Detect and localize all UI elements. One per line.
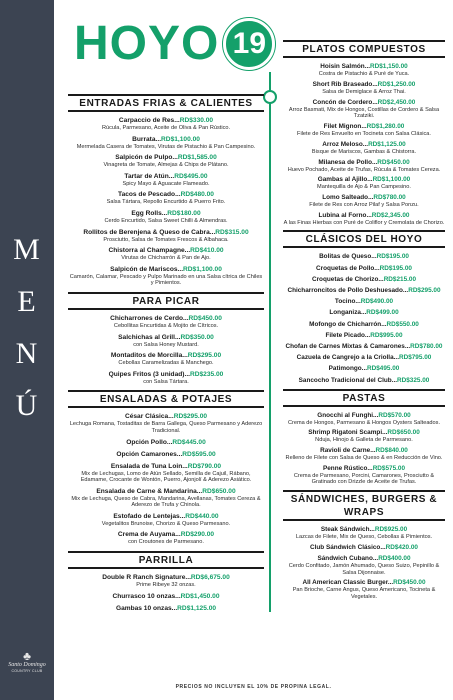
menu-item-line: Milanesa de Pollo...RD$450.00 <box>318 158 410 166</box>
menu-item-name: Gnocchi al Funghi <box>317 411 374 419</box>
menu-item-price: RD$1,585.00 <box>177 154 217 162</box>
menu-item-description: Cebollas Caramelizadas & Manchego. <box>118 360 214 367</box>
menu-item-description: Pan Brioche, Carne Angus, Queso Americano, Tocineta & Vegetales. <box>292 587 436 600</box>
menu-item-line: Croquetas de Pollo...RD$195.00 <box>316 264 412 272</box>
menu-item-description: Huevo Pochado, Aceite de Trufas, Rúcula & Tomates Cereza. <box>287 166 441 173</box>
menu-item-description: Crema de Hongos, Parmesano & Hongos Oysters Salteados. <box>287 419 441 426</box>
menu-item <box>283 412 445 427</box>
menu-item-name: Hoisin Salmón <box>320 63 365 70</box>
menu-item-price: RD$420.00 <box>385 543 418 551</box>
menu-item <box>283 377 445 385</box>
menu-item-price: RD$925.00 <box>374 526 408 534</box>
menu-item <box>283 81 445 96</box>
menu-item-price: RD$195.00 <box>376 253 409 261</box>
menu-item-price: RD$795.00 <box>398 354 432 362</box>
menu-item-name: Mofongo de Chicharrón <box>309 320 382 328</box>
menu-item-name: Burrata <box>132 135 156 143</box>
menu-item-description: Rúcula, Parmesano, Aceite de Oliva & Pan Rústico. <box>101 125 231 131</box>
menu-item-name: Short Rib Braseado <box>312 80 373 88</box>
menu-item <box>68 513 264 528</box>
menu-item-name: Estofado de Lentejas <box>113 512 180 520</box>
menu-item <box>68 371 264 386</box>
menu-item-description: Mix de Lechugas, Lomo de Atún Sellado, Semilla de Cajuil, Rábano, Edamame, Crocante de Wontón, Puerro, Ajonjolí & Aderezo Asiático. <box>80 470 252 484</box>
menu-item <box>68 173 264 188</box>
club-logo <box>4 650 50 674</box>
menu-item-line: Gnocchi al Funghi...RD$570.00 <box>317 411 411 419</box>
menu-item-price: RD$445.00 <box>172 438 206 446</box>
menu-item-name: Filet Mignon <box>323 122 362 130</box>
menu-item <box>283 555 445 576</box>
menu-item <box>68 463 264 484</box>
menu-item-line: Concón de Cordero...RD$2,450.00 <box>312 98 416 106</box>
menu-item-line: Montaditos de Morcilla...RD$295.00 <box>110 352 222 360</box>
menu-item-description: Mix de Lechuga, Queso de Cabra, Mandarina, Avellanas, Tomates Cereza & Aderezo de Trufa y Chinola. <box>71 495 261 509</box>
menu-item <box>283 159 445 174</box>
menu-item-description: Filete de Res Envuelto en Tocineta con Salsa Clásica. <box>297 130 431 137</box>
menu-item-price: RD$450.00 <box>393 579 426 587</box>
logo-sub: COUNTRY CLUB <box>11 669 43 673</box>
menu-item-price: RD$330.00 <box>179 117 214 124</box>
menu-item-price: RD$410.00 <box>190 247 224 255</box>
menu-item-line: Egg Rolls...RD$180.00 <box>131 209 201 217</box>
menu-item-price: RD$290.00 <box>180 531 215 539</box>
menu-item <box>68 334 264 349</box>
logo-script: Santo Domingo <box>8 662 46 668</box>
menu-item-line: Ravioli de Carne...RD$840.00 <box>320 447 408 455</box>
menu-item <box>68 574 264 589</box>
menu-item-description: Cebollitas Encurtidas & Mojito de Cítricos. <box>113 322 219 329</box>
menu-item-line: Churrasco 10 onzas...RD$1,450.00 <box>112 592 220 600</box>
menu-item-description: Filete de Res con Arroz Pilaf y Salsa Ponzu. <box>309 202 419 209</box>
menu-item-price: RD$499.00 <box>366 309 399 317</box>
menu-item-price: RD$495.00 <box>367 365 400 373</box>
menu-item-name: Sancocho Tradicional del Club <box>298 376 392 384</box>
sidebar-letter: N <box>15 337 39 370</box>
menu-item-name: Montaditos de Morcilla <box>110 352 183 360</box>
menu-item-name: Croquetas de Pollo <box>316 264 375 272</box>
menu-item <box>283 265 445 273</box>
menu-item-description: Salsa Tártara, Repollo Encurtido & Puerro Frito. <box>106 199 226 206</box>
section-title-ensaladas-potajes: ENSALADAS & POTAJES <box>68 390 264 408</box>
menu-item-price: RD$325.00 <box>397 376 430 384</box>
menu-item-price: RD$650.00 <box>387 429 420 437</box>
menu-item-price: RD$195.00 <box>379 264 412 272</box>
menu-item <box>283 544 445 552</box>
menu-item <box>283 253 445 261</box>
menu-item-name: Filete Picado <box>325 331 365 339</box>
menu-item-description: Relleno de Filete con Salsa de Queso & en Reducción de Vino. <box>285 455 443 462</box>
menu-item-name: Cazuela de Cangrejo a la Criolla <box>296 354 394 362</box>
menu-item-line: Longaniza...RD$499.00 <box>329 309 399 317</box>
menu-item-name: Patimongo <box>328 365 362 373</box>
menu-item-name: Longaniza <box>329 309 361 317</box>
menu-item-name: Crema de Auyama <box>117 531 176 539</box>
menu-item-line: Bolitas de Queso...RD$195.00 <box>319 253 409 261</box>
menu-item-price: RD$790.00 <box>187 462 222 470</box>
menu-item-line: Salpicón de Mariscos...RD$1,100.00 <box>110 265 222 273</box>
menu-item-description: Spicy Mayo & Aguacate Flameado. <box>122 180 210 187</box>
menu-item-description: Prosciutto, Salsa de Tomates Frescos & Albahaca. <box>103 236 229 243</box>
menu-item-description: con Salsa Honey Mustard. <box>133 341 199 348</box>
menu-item-name: Salchichas al Grill <box>118 333 175 341</box>
menu-item-name: Churrasco 10 onzas <box>112 592 176 600</box>
menu-item-line: Sancocho Tradicional del Club...RD$325.00 <box>298 376 430 384</box>
menu-item-name: Lomo Salteado <box>322 194 369 202</box>
menu-item-line: Club Sándwich Clásico...RD$420.00 <box>310 543 418 551</box>
sidebar-letter: E <box>17 285 37 318</box>
menu-item <box>283 99 445 120</box>
section-title-entradas-frias-calientes: ENTRADAS FRIAS & CALIENTES <box>68 94 264 112</box>
menu-item-name: Club Sándwich Clásico <box>310 543 381 551</box>
menu-item <box>283 298 445 306</box>
menu-item <box>283 309 445 317</box>
menu-item-name: Egg Rolls <box>131 209 162 217</box>
menu-item-name: Chofan de Carnes Mixtas & Camarones <box>285 342 405 350</box>
menu-item <box>68 593 264 601</box>
menu-item-line: Crema de Auyama...RD$290.00 <box>117 531 215 539</box>
menu-item-line: Estofado de Lentejas...RD$440.00 <box>113 512 219 520</box>
menu-item-line: Double R Ranch Signature...RD$6,675.00 <box>102 574 230 582</box>
menu-item-price: RD$235.00 <box>189 370 224 378</box>
menu-item-line: Tacos de Pescado...RD$480.00 <box>118 191 214 199</box>
menu-item-description: con Croutones de Parmesano. <box>128 539 204 546</box>
menu-item <box>283 429 445 444</box>
menu-item <box>68 117 264 132</box>
menu-item <box>68 247 264 262</box>
menu-item <box>68 136 264 151</box>
menu-item-line: Tocino...RD$490.00 <box>334 298 394 306</box>
menu-item-description: Virutas de Chicharrón & Pan de Ajo. <box>121 255 211 262</box>
menu-item-price: RD$315.00 <box>215 228 249 236</box>
menu-item-line: Ensalada de Carne & Mandarina...RD$650.00 <box>96 487 236 495</box>
menu-item <box>68 210 264 225</box>
menu-item-line: Lubina al Forno...RD$2,345.00 <box>318 211 410 219</box>
menu-item-price: RD$295.00 <box>408 287 441 294</box>
menu-item-name: Opción Pollo <box>126 438 167 446</box>
menu-item-line: Sándwich Cubano...RD$400.00 <box>317 555 411 562</box>
menu-item-description: Lechuga Romana, Tostaditas de Barra Gallega, Queso Parmesano y Aderezo Tradicional. <box>69 421 263 434</box>
menu-item <box>68 531 264 546</box>
menu-item-description: Costra de Pistachio & Puré de Yuca. <box>318 71 410 77</box>
menu-item-price: RD$780.00 <box>410 342 443 350</box>
menu-item-name: Tacos de Pescado <box>118 191 176 199</box>
menu-item-description: Bisque de Mariscos, Gambas & Chistorra. <box>311 148 417 155</box>
menu-item-price: RD$490.00 <box>360 298 394 306</box>
golf-hole-badge: 19 <box>223 18 275 70</box>
menu-item-price: RD$595.00 <box>182 450 216 458</box>
menu-item-price: RD$780.00 <box>373 194 406 202</box>
section-title-sandwiches-burgers-wraps: SÁNDWICHES, BURGERS & WRAPS <box>283 490 445 521</box>
menu-item-price: RD$1,250.00 <box>377 80 416 88</box>
left-menu-column <box>68 94 264 617</box>
menu-item-description: Mermelada Casera de Tomates, Virutas de Pistachio & Pan Campesino. <box>76 143 256 150</box>
menu-item-description: Salsa de Demiglace & Arroz Thai. <box>322 88 406 95</box>
menu-item-name: Chistorra al Champagne <box>108 247 185 255</box>
menu-item-name: Arroz Meloso <box>322 140 363 148</box>
menu-item <box>68 605 264 613</box>
menu-item-name: Gambas al Ajillo <box>317 176 368 184</box>
menu-item <box>68 154 264 169</box>
menu-item-description: con Salsa Tártara. <box>143 378 189 385</box>
menu-item-name: Bolitas de Queso <box>319 253 372 261</box>
menu-item-line: Shrimp Rigatoni Scampi...RD$650.00 <box>308 429 420 437</box>
menu-item-line: Gambas 10 onzas...RD$1,125.00 <box>115 604 217 612</box>
menu-item <box>68 451 264 459</box>
menu-item-price: RD$1,125.00 <box>177 604 217 612</box>
menu-item-description: A las Finas Hierbas con Puré de Coliflor y Cremolata de Chorizo. <box>283 219 445 226</box>
sidebar <box>0 0 54 700</box>
menu-item-line: All American Classic Burger...RD$450.00 <box>302 579 426 587</box>
menu-item-name: Quipes Fritos (3 unidad) <box>108 370 185 378</box>
menu-item-line: Salpicón de Pulpo...RD$1,585.00 <box>115 154 217 162</box>
menu-item-line: Ensalada de Tuna Loin...RD$790.00 <box>110 462 222 470</box>
menu-item-price: RD$1,125.00 <box>368 140 406 148</box>
menu-item-name: Double R Ranch Signature <box>102 574 186 582</box>
menu-item-line: Short Rib Braseado...RD$1,250.00 <box>312 80 416 88</box>
menu-item-price: RD$2,450.00 <box>377 98 416 106</box>
sidebar-letter: M <box>13 233 41 266</box>
section-title-clasicos-del-hoyo: CLÁSICOS DEL HOYO <box>283 230 445 248</box>
menu-item-price: RD$1,280.00 <box>366 122 405 130</box>
brand-word: HOYO <box>74 17 220 70</box>
menu-item-name: Ensalada de Tuna Loin <box>110 462 183 470</box>
menu-item <box>283 212 445 227</box>
menu-item-description: Vinagreta de Tomate, Almejas & Chips de Plátano. <box>103 162 229 169</box>
menu-item-line: Filet Mignon...RD$1,280.00 <box>323 122 405 130</box>
menu-item <box>283 123 445 138</box>
menu-item-price: RD$570.00 <box>378 411 411 419</box>
menu-item-line: Filete Picado...RD$995.00 <box>325 331 403 339</box>
menu-item-name: Rollitos de Berenjena & Queso de Cabra <box>83 228 210 236</box>
menu-item-line: Chicharroncitos de Pollo Deshuesado...RD$295.00 <box>287 287 441 294</box>
menu-item-line: Chistorra al Champagne...RD$410.00 <box>108 247 224 255</box>
menu-item-name: Ravioli de Carne <box>320 447 371 455</box>
menu-item-line: Patimongo...RD$495.00 <box>328 365 400 373</box>
menu-item-line: Salchichas al Grill...RD$350.00 <box>118 333 214 341</box>
menu-item <box>68 488 264 509</box>
menu-item-line: Mofongo de Chicharrón...RD$550.00 <box>309 320 419 328</box>
menu-item-price: RD$1,100.00 <box>161 135 200 143</box>
menu-item-description: Lazcas de Filete, Mix de Queso, Cebollas & Pimientos. <box>295 534 433 541</box>
menu-item-line: César Clásica...RD$295.00 <box>124 413 208 421</box>
menu-item-price: RD$6,675.00 <box>190 574 230 582</box>
menu-item <box>283 465 445 486</box>
menu-item <box>283 332 445 340</box>
menu-item-price: RD$440.00 <box>185 512 219 520</box>
palm-icon: ♣ <box>23 649 31 663</box>
menu-item <box>283 447 445 462</box>
menu-item-name: Chicharrones de Cerdo <box>110 314 184 322</box>
menu-item-name: Salpicón de Pulpo <box>115 154 173 162</box>
menu-item-description: Camarón, Calamar, Pescado y Pulpo Marinado en una Salsa cítrica de Chiles y Pimientos. <box>69 273 263 287</box>
menu-item <box>283 194 445 209</box>
menu-item-price: RD$575.00 <box>372 464 406 472</box>
menu-item-name: Steak Sándwich <box>320 526 370 534</box>
menu-item-name: Tartar de Atún <box>124 172 169 180</box>
menu-item <box>68 266 264 287</box>
golf-flag-pole <box>269 72 271 612</box>
menu-item-line: Steak Sándwich...RD$925.00 <box>320 526 408 534</box>
menu-item-description: Prime Ribeye 32 onzas. <box>136 582 196 589</box>
menu-item-line: Burrata...RD$1,100.00 <box>132 135 200 143</box>
golf-ball-icon <box>263 90 277 104</box>
footer-note: PRECIOS NO INCLUYEN EL 10% DE PROPINA LEGAL. <box>175 684 332 690</box>
menu-item-name: Chicharroncitos de Pollo Deshuesado <box>287 287 403 294</box>
menu-item-name: Ensalada de Carne & Mandarina <box>96 487 197 495</box>
menu-item-price: RD$495.00 <box>174 172 208 180</box>
menu-item-description: Crema de Parmesano, Porcini, Camarones, Prosciutto & Gratinado con Drizzle de Aceite de Trufas. <box>293 472 435 486</box>
menu-item-price: RD$450.00 <box>377 158 410 166</box>
menu-item-name: Penne Rústico <box>322 464 368 472</box>
menu-item-price: RD$1,100.00 <box>183 265 222 273</box>
menu-item-description: Mantequilla de Ajo & Pan Campesino. <box>317 184 411 191</box>
menu-item-description: Cerdo Confitado, Jamón Ahumado, Queso Suizo, Pepinillo & Salsa Dijonnaise. <box>288 563 440 576</box>
right-menu-column <box>283 40 445 604</box>
menu-item-price: RD$215.00 <box>383 275 417 283</box>
menu-item-name: Shrimp Rigatoni Scampi <box>308 429 383 437</box>
menu-item <box>68 439 264 447</box>
menu-item-description: Vegetalitos Brunoise, Chorizo & Queso Parmesano. <box>101 520 231 527</box>
menu-item-price: RD$550.00 <box>386 320 419 328</box>
menu-item <box>283 526 445 541</box>
menu-item <box>68 191 264 206</box>
menu-item-price: RD$1,150.00 <box>370 63 408 70</box>
menu-item <box>283 287 445 295</box>
menu-item-name: Lubina al Forno <box>318 211 367 219</box>
menu-item-description: Arroz Basmati, Mix de Hongos, Costillas de Cordero & Salsa Tzatziki. <box>288 106 440 120</box>
menu-vertical-title <box>0 235 54 421</box>
menu-item-price: RD$2,345.00 <box>371 211 410 219</box>
menu-item <box>283 354 445 362</box>
menu-item <box>68 315 264 330</box>
menu-item-price: RD$840.00 <box>375 447 408 455</box>
menu-item <box>283 321 445 329</box>
menu-item-price: RD$295.00 <box>187 352 222 360</box>
menu-item-price: RD$1,450.00 <box>180 592 220 600</box>
menu-item-line: Tartar de Atún...RD$495.00 <box>124 172 208 180</box>
menu-item-line: Carpaccio de Res...RD$330.00 <box>118 117 214 124</box>
menu-item-line: Penne Rústico...RD$575.00 <box>322 464 406 472</box>
menu-item-line: Hoisin Salmón...RD$1,150.00 <box>320 63 408 70</box>
menu-item-line: Quipes Fritos (3 unidad)...RD$235.00 <box>108 370 224 378</box>
menu-item-line: Chicharrones de Cerdo...RD$450.00 <box>110 314 222 322</box>
menu-item-price: RD$995.00 <box>370 331 403 339</box>
menu-item <box>283 176 445 191</box>
menu-item <box>68 413 264 434</box>
section-title-para-picar: PARA PICAR <box>68 292 264 310</box>
menu-item-line: Arroz Meloso...RD$1,125.00 <box>322 140 406 148</box>
menu-item-name: Gambas 10 onzas <box>115 604 172 612</box>
menu-item <box>283 276 445 284</box>
menu-item-name: Carpaccio de Res <box>118 117 175 124</box>
menu-item <box>68 229 264 244</box>
menu-item-name: Concón de Cordero <box>312 98 373 106</box>
menu-item <box>283 579 445 600</box>
section-title-pastas: PASTAS <box>283 389 445 407</box>
brand-title <box>74 18 275 70</box>
menu-item-price: RD$400.00 <box>378 555 411 562</box>
sidebar-letter: Ú <box>15 389 39 422</box>
menu-item-line: Lomo Salteado...RD$780.00 <box>322 194 406 202</box>
menu-item-name: Opción Camarones <box>116 450 177 458</box>
menu-item-price: RD$650.00 <box>202 487 236 495</box>
menu-item-price: RD$480.00 <box>180 191 214 199</box>
menu-item-name: Croquetas de Chorizo <box>311 275 379 283</box>
menu-item-name: César Clásica <box>124 413 169 421</box>
menu-item-description: Cerdo Encurtido, Salsa Sweet Chilli & Almendras. <box>104 217 228 224</box>
menu-item-line: Gambas al Ajillo...RD$1,100.00 <box>317 176 411 184</box>
menu-item <box>283 365 445 373</box>
menu-item-name: Milanesa de Pollo <box>318 158 372 166</box>
menu-item-description: Nduja, Hinojo & Galleta de Parmesano. <box>315 437 413 444</box>
menu-item-name: Sándwich Cubano <box>317 555 373 562</box>
section-title-parrilla: PARRILLA <box>68 551 264 569</box>
menu-item-price: RD$295.00 <box>173 413 208 421</box>
menu-item-line: Opción Camarones...RD$595.00 <box>116 450 216 458</box>
menu-item-line: Chofan de Carnes Mixtas & Camarones...RD$780.00 <box>285 342 443 350</box>
menu-item-name: Tocino <box>334 298 356 306</box>
menu-item <box>283 63 445 78</box>
menu-item-line: Cazuela de Cangrejo a la Criolla...RD$795.00 <box>296 354 432 362</box>
section-title-platos-compuestos: PLATOS COMPUESTOS <box>283 40 445 58</box>
menu-item-price: RD$180.00 <box>167 209 201 217</box>
menu-item-name: Salpicón de Mariscos <box>110 265 178 273</box>
menu-item-line: Croquetas de Chorizo...RD$215.00 <box>311 275 417 283</box>
menu-item-name: All American Classic Burger <box>302 579 388 587</box>
menu-item-price: RD$1,100.00 <box>372 176 411 184</box>
menu-item-price: RD$350.00 <box>180 333 214 341</box>
menu-item <box>283 141 445 156</box>
menu-item <box>68 352 264 367</box>
menu-item-line: Opción Pollo...RD$445.00 <box>126 438 206 446</box>
menu-item <box>283 343 445 351</box>
menu-item-price: RD$450.00 <box>188 314 222 322</box>
menu-item-line: Rollitos de Berenjena & Queso de Cabra...RD$315.00 <box>83 228 249 236</box>
